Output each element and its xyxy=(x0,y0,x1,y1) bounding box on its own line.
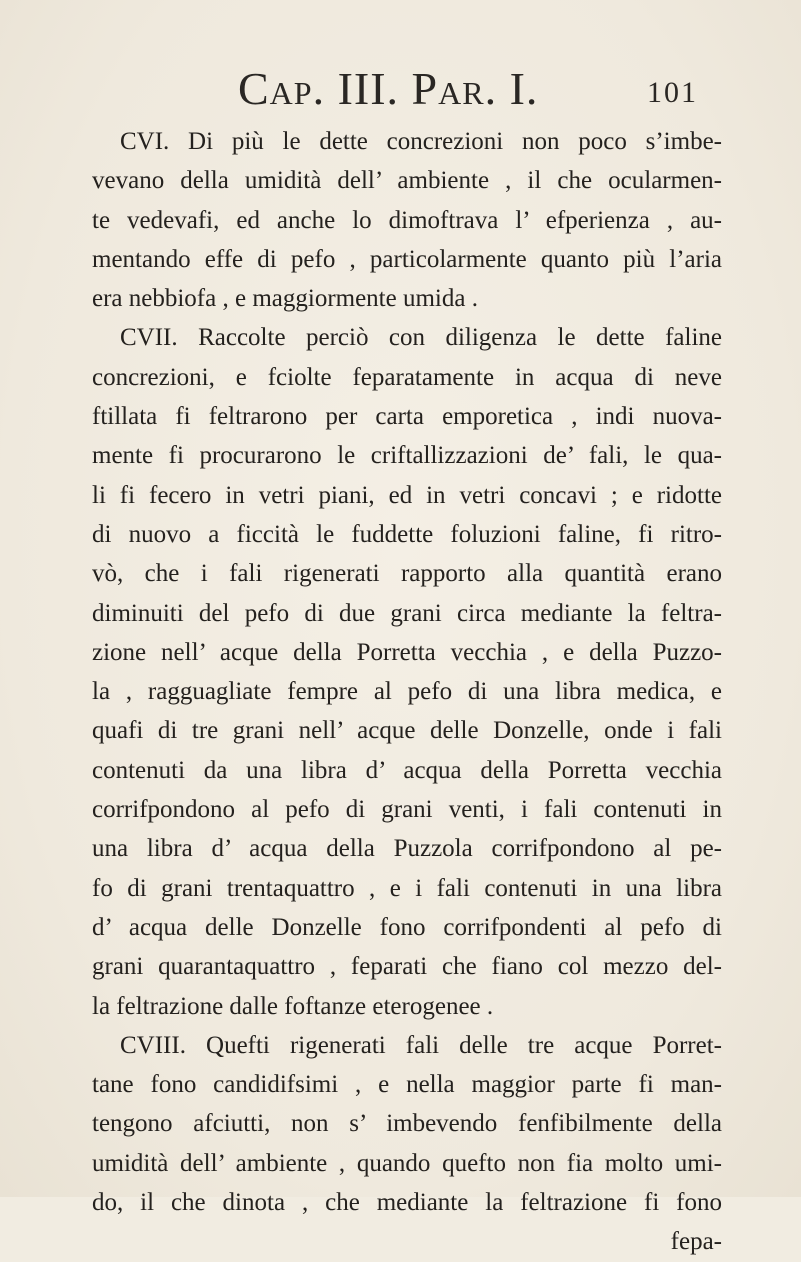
text-line: te vedevafi, ed anche lo dimoftrava l’ efperienza , au- xyxy=(92,206,722,234)
text-line: ftillata fi feltrarono per carta emporetica , indi nuova- xyxy=(92,403,722,431)
text-line: di nuovo a ficcità le fuddette foluzioni faline, fi ritro- xyxy=(92,520,722,548)
text-line: li fi fecero in vetri piani, ed in vetri concavi ; e ridotte xyxy=(92,481,722,509)
text-line: corrifpondono al pefo di grani venti, i fali contenuti in xyxy=(92,796,722,824)
text-line: CVI. Di più le dette concrezioni non poco s’imbe- xyxy=(120,128,722,155)
text-line: la feltrazione dalle foftanze eterogenee . xyxy=(92,992,494,1020)
running-head: Cap. III. Par. I. xyxy=(238,63,539,114)
text-line: vò, che i fali rigenerati rapporto alla quantità erano xyxy=(92,560,722,588)
text-line: tane fono candidifsimi , e nella maggior parte fi man- xyxy=(92,1071,722,1099)
text-line: fo di grani trentaquattro , e i fali contenuti in una libra xyxy=(92,874,722,902)
text-line: d’ acqua delle Donzelle fono corrifpondenti al pefo di xyxy=(92,913,722,941)
text-line: zione nell’ acque della Porretta vecchia , e della Puzzo- xyxy=(92,638,722,666)
text-line: mente fi procurarono le criftallizzazioni de’ fali, le qua- xyxy=(92,442,722,470)
text-line: umidità dell’ ambiente , quando quefto non fia molto umi- xyxy=(92,1149,722,1177)
body-text xyxy=(92,122,722,1262)
catchword: fepa- xyxy=(670,1228,722,1256)
text-line: do, il che dinota , che mediante la feltrazione fi fono xyxy=(92,1189,722,1217)
text-line: concrezioni, e fciolte feparatamente in acqua di neve xyxy=(92,363,722,391)
text-line: mentando effe di pefo , particolarmente quanto più l’aria xyxy=(92,245,722,273)
text-line: era nebbiofa , e maggiormente umida . xyxy=(92,285,478,313)
text-line: CVIII. Quefti rigenerati fali delle tre acque Porret- xyxy=(120,1031,722,1059)
text-line: contenuti da una libra d’ acqua della Porretta vecchia xyxy=(92,756,722,784)
text-line: diminuiti del pefo di due grani circa mediante la feltra- xyxy=(92,599,722,627)
page-header xyxy=(238,62,698,112)
text-line: tengono afciutti, non s’ imbevendo fenfibilmente della xyxy=(92,1110,722,1138)
page-number: 101 xyxy=(647,76,698,109)
text-line: vevano della umidità dell’ ambiente , il che ocularmen- xyxy=(92,167,722,195)
text-line: grani quarantaquattro , feparati che fiano col mezzo del- xyxy=(92,953,722,981)
text-line: la , ragguagliate fempre al pefo di una libra medica, e xyxy=(92,678,722,706)
text-line: CVII. Raccolte perciò con diligenza le dette faline xyxy=(120,324,722,352)
text-line: quafi di tre grani nell’ acque delle Donzelle, onde i fali xyxy=(92,717,722,745)
text-line: una libra d’ acqua della Puzzola corrifpondono al pe- xyxy=(92,835,722,863)
